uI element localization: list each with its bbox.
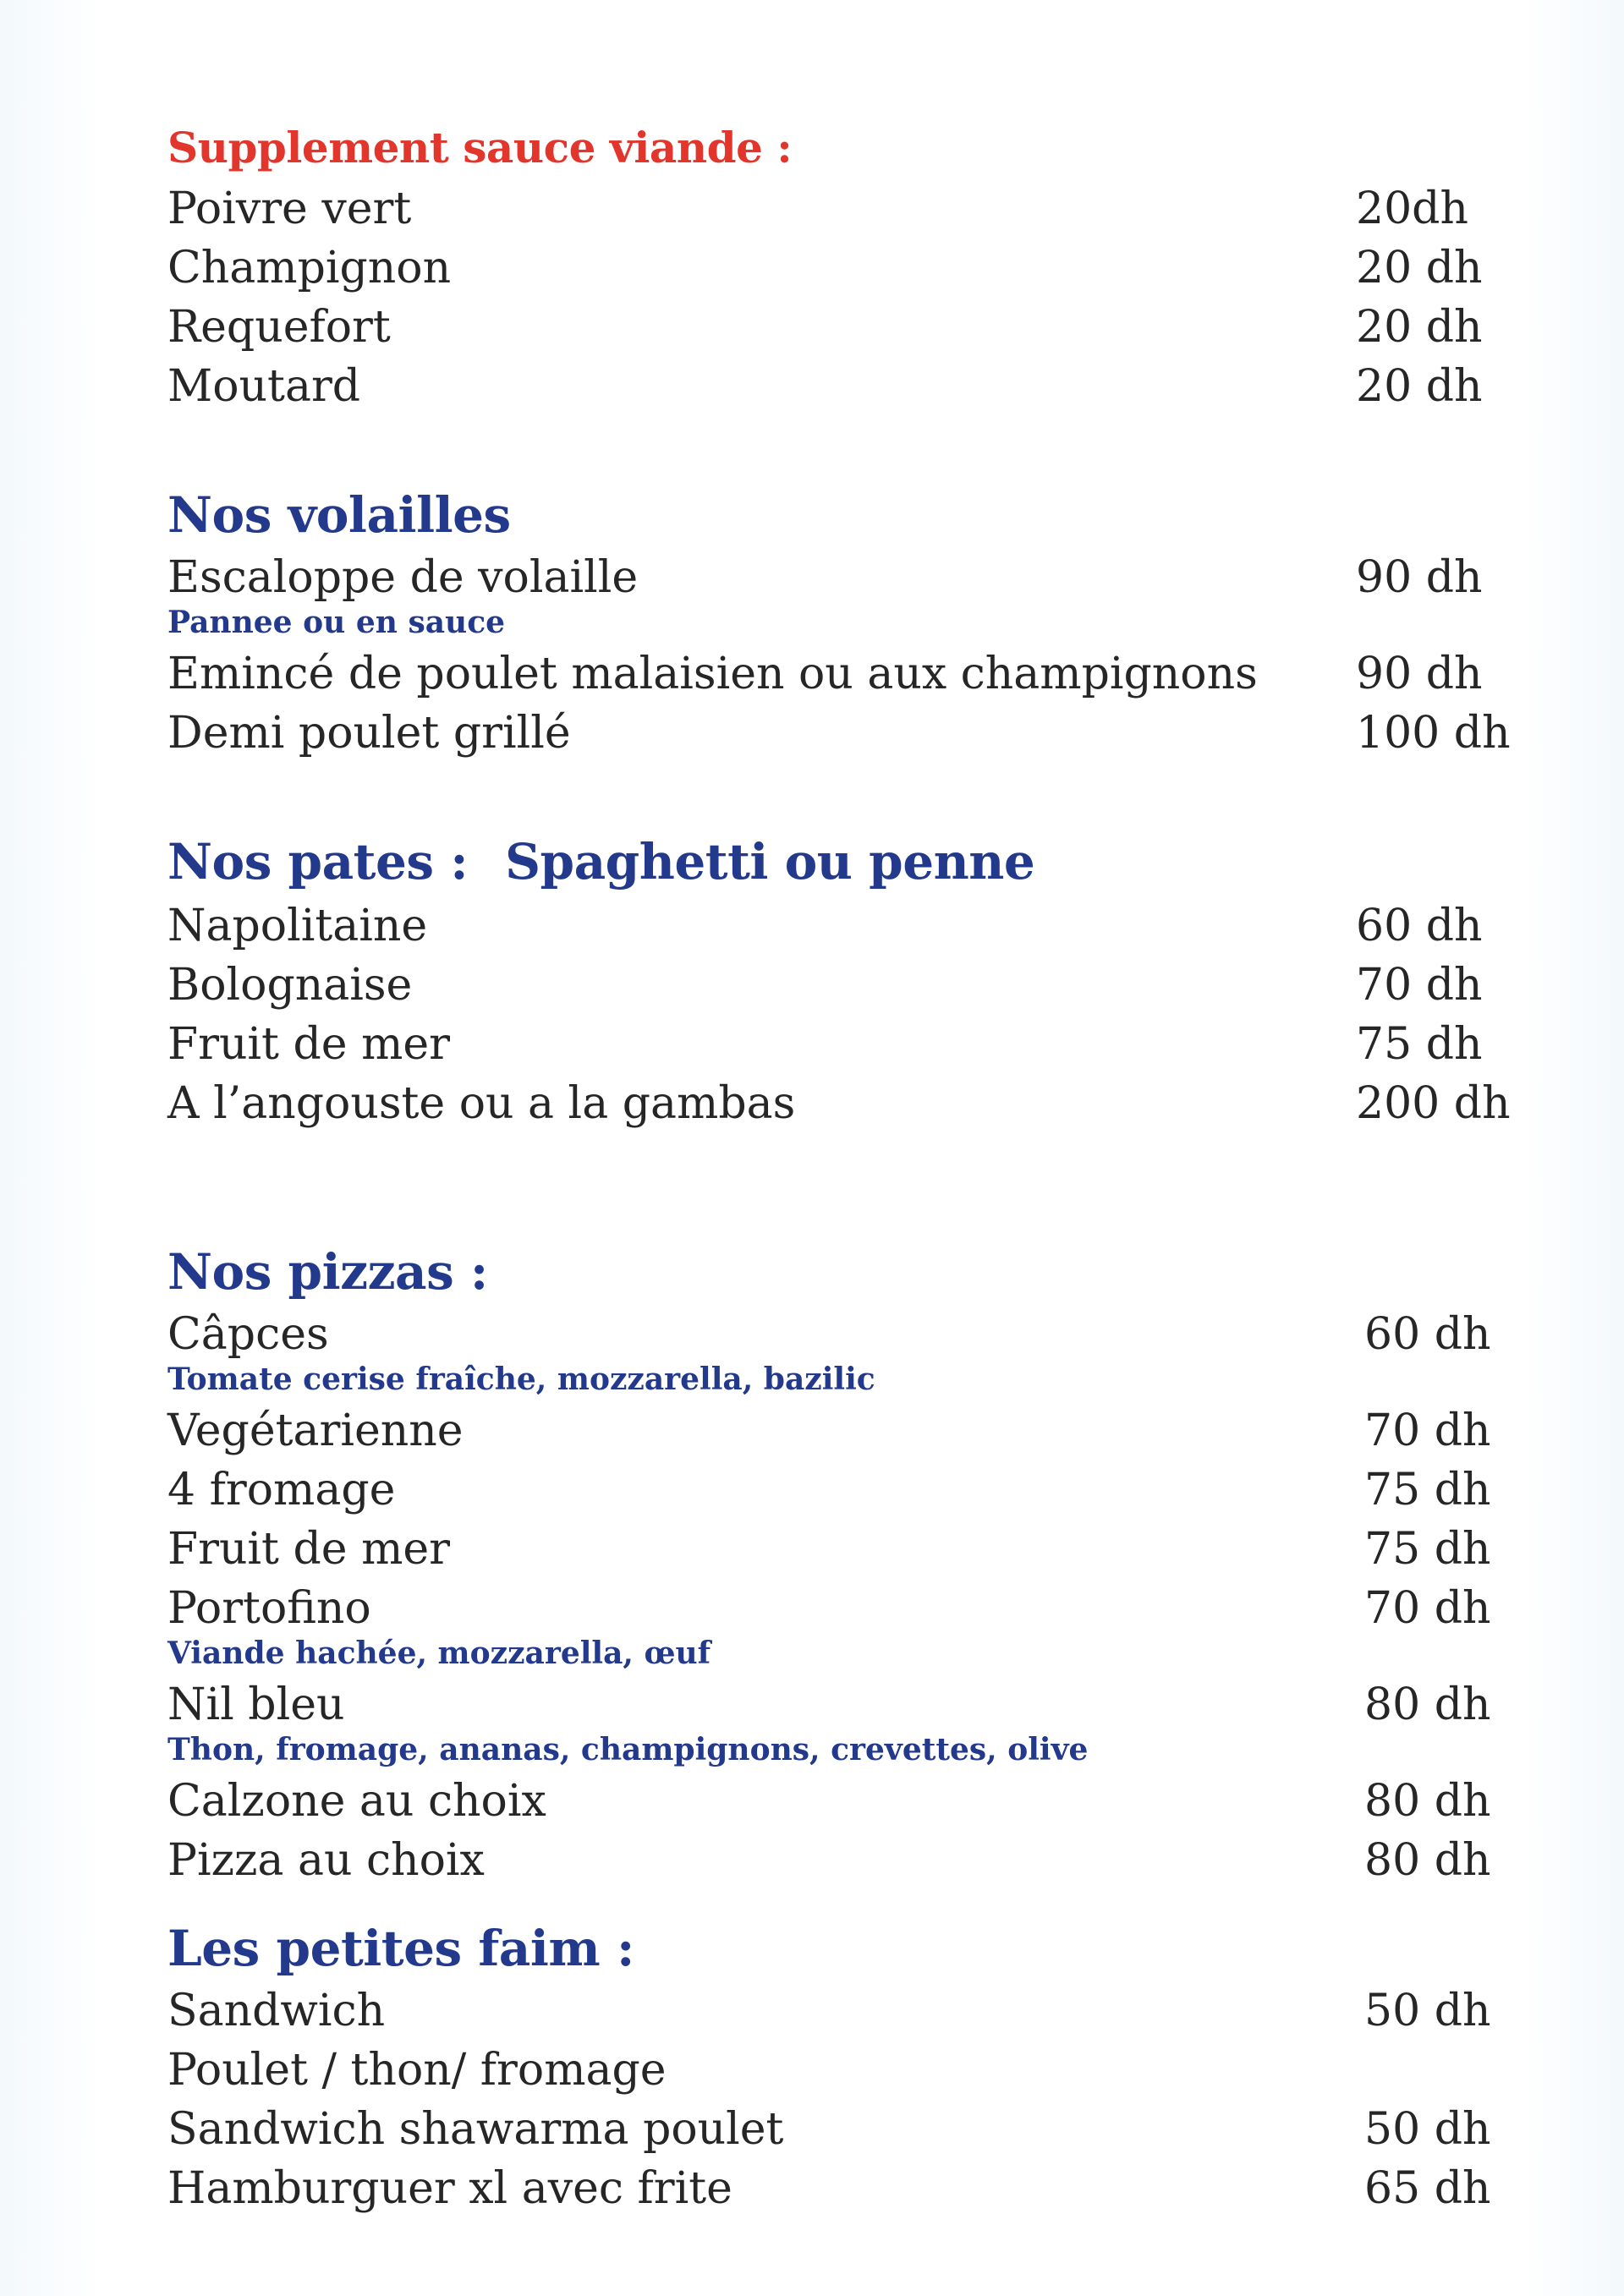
menu-item: [167, 1579, 1512, 1638]
menu-item: [167, 238, 1512, 298]
menu-item: [167, 1675, 1512, 1734]
item-name: Sandwich: [167, 1986, 386, 2036]
item-price: 50 dh: [1364, 2104, 1491, 2155]
item-name: Portofino: [167, 1583, 371, 1634]
item-price: 60 dh: [1364, 1309, 1491, 1360]
section-title-pates-main: Nos pates :: [167, 833, 469, 890]
item-name: Calzone au choix: [167, 1776, 546, 1827]
section-volailles: [167, 486, 1512, 763]
menu-item: [167, 1074, 1512, 1133]
item-price: 50 dh: [1364, 1986, 1491, 2036]
section-title-volailles: Nos volailles: [167, 486, 511, 544]
item-description: Pannee ou en sauce: [167, 605, 506, 640]
item-price: 75 dh: [1364, 1465, 1491, 1515]
menu-item: [167, 2100, 1512, 2159]
item-name: Fruit de mer: [167, 1019, 451, 1070]
item-price: 65 dh: [1364, 2163, 1491, 2214]
item-name: 4 fromage: [167, 1465, 396, 1515]
menu-item: [167, 548, 1512, 607]
item-name: Napolitaine: [167, 901, 428, 951]
item-name: Vegétarienne: [167, 1406, 464, 1456]
item-name: Bolognaise: [167, 960, 413, 1011]
item-name: Nil bleu: [167, 1680, 345, 1730]
section-subtitle-pates: Spaghetti ou penne: [505, 833, 1035, 890]
item-price: 100 dh: [1356, 708, 1511, 759]
item-name: Pizza au choix: [167, 1835, 485, 1886]
item-name: Poivre vert: [167, 184, 412, 234]
item-price: 80 dh: [1364, 1776, 1491, 1827]
item-name: Emincé de poulet malaisien ou aux champignons: [167, 649, 1258, 699]
menu-item: [167, 357, 1512, 416]
menu-item: [167, 1981, 1512, 2041]
menu-item: [167, 644, 1512, 704]
section-title-pates: [167, 833, 1512, 890]
menu-item: [167, 1772, 1512, 1831]
menu-item: [167, 896, 1512, 956]
menu-item: [167, 1520, 1512, 1579]
menu-item: [167, 1305, 1512, 1364]
item-name: Hamburguer xl avec frite: [167, 2163, 732, 2214]
menu-item: [167, 298, 1512, 357]
menu-item: [167, 1460, 1512, 1520]
menu-item: [167, 1831, 1512, 1890]
menu-item: [167, 2159, 1512, 2218]
item-price: 60 dh: [1356, 901, 1483, 951]
section-title-pizzas: Nos pizzas :: [167, 1243, 488, 1301]
item-description: Tomate cerise fraîche, mozzarella, bazilic: [167, 1362, 875, 1397]
section-pates: [167, 833, 1512, 1133]
item-price: 20 dh: [1356, 302, 1483, 353]
item-name: Champignon: [167, 243, 452, 293]
item-description: Viande hachée, mozzarella, œuf: [167, 1636, 711, 1671]
item-price: 75 dh: [1356, 1019, 1483, 1070]
section-title-sauce: Supplement sauce viande :: [167, 123, 793, 173]
item-name: Fruit de mer: [167, 1524, 451, 1575]
section-pizzas: [167, 1243, 1512, 1890]
item-price: 80 dh: [1364, 1680, 1491, 1730]
section-sauce: [167, 123, 1512, 416]
section-title-petites-faim: Les petites faim :: [167, 1920, 634, 1977]
item-price: 90 dh: [1356, 552, 1483, 603]
item-price: 80 dh: [1364, 1835, 1491, 1886]
item-price: 200 dh: [1356, 1078, 1511, 1129]
item-price: 75 dh: [1364, 1524, 1491, 1575]
menu-item: [167, 1401, 1512, 1460]
item-price: 70 dh: [1364, 1406, 1491, 1456]
menu-item: [167, 2041, 1512, 2100]
item-name: Escaloppe de volaille: [167, 552, 639, 603]
item-name: Sandwich shawarma poulet: [167, 2104, 784, 2155]
item-price: 90 dh: [1356, 649, 1483, 699]
menu-item: [167, 179, 1512, 238]
item-name: A l’angouste ou a la gambas: [167, 1078, 796, 1129]
item-price: 20 dh: [1356, 243, 1483, 293]
menu-item: [167, 1015, 1512, 1074]
item-price: 70 dh: [1364, 1583, 1491, 1634]
section-petites-faim: [167, 1920, 1512, 2218]
item-name: Poulet / thon/ fromage: [167, 2045, 667, 2096]
menu-item: [167, 704, 1512, 763]
item-price: 20 dh: [1356, 361, 1483, 412]
item-name: Demi poulet grillé: [167, 708, 571, 759]
item-name: Moutard: [167, 361, 361, 412]
item-description: Thon, fromage, ananas, champignons, crevettes, olive: [167, 1732, 1089, 1767]
item-price: 70 dh: [1356, 960, 1483, 1011]
item-name: Câpces: [167, 1309, 329, 1360]
item-price: 20dh: [1356, 184, 1468, 234]
menu-item: [167, 956, 1512, 1015]
item-name: Requefort: [167, 302, 391, 353]
